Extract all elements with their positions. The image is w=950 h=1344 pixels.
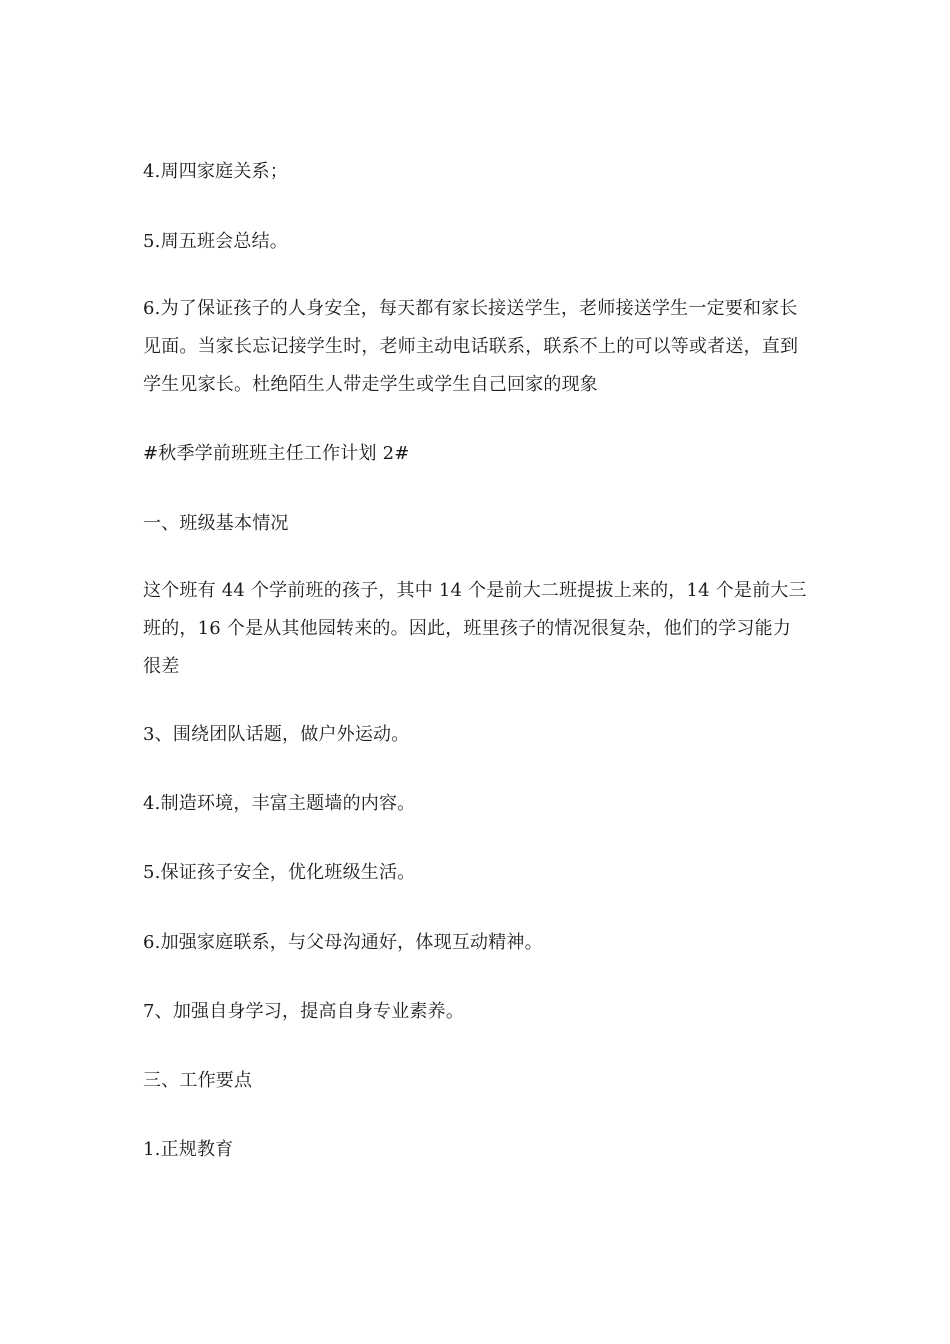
paragraph-formal-education: 1.正规教育 <box>143 1139 234 1160</box>
paragraph-item-7: 7、加强自身学习，提高自身专业素养。 <box>143 1001 465 1022</box>
paragraph-class-situation: 这个班有 44 个学前班的孩子，其中 14 个是前大二班提拔上来的，14 个是前大三班的，16 个是从其他园转来的。因此，班里孩子的情况很复杂，他们的学习能力很差 <box>143 580 807 677</box>
section-heading-work-points: 三、工作要点 <box>143 1070 253 1091</box>
paragraph-item-5b: 5.保证孩子安全，优化班级生活。 <box>143 862 416 883</box>
paragraph-item-6b: 6.加强家庭联系，与父母沟通好，体现互动精神。 <box>143 932 543 953</box>
paragraph-safety: 6.为了保证孩子的人身安全，每天都有家长接送学生，老师接送学生一定要和家长见面。当家长忘记接学生时，老师主动电话联系，联系不上的可以等或者送，直到学生见家长。杜绝陌生人带走学生或学生自己回家的现象 <box>143 298 799 395</box>
paragraph-item-4b: 4.制造环境，丰富主题墙的内容。 <box>143 793 416 814</box>
section-heading-plan-2: #秋季学前班班主任工作计划 2# <box>143 443 410 464</box>
paragraph-item-4: 4.周四家庭关系； <box>143 161 288 182</box>
paragraph-item-5: 5.周五班会总结。 <box>143 231 288 252</box>
paragraph-item-3: 3、围绕团队话题，做户外运动。 <box>143 724 410 745</box>
section-heading-class-situation: 一、班级基本情况 <box>143 513 289 534</box>
